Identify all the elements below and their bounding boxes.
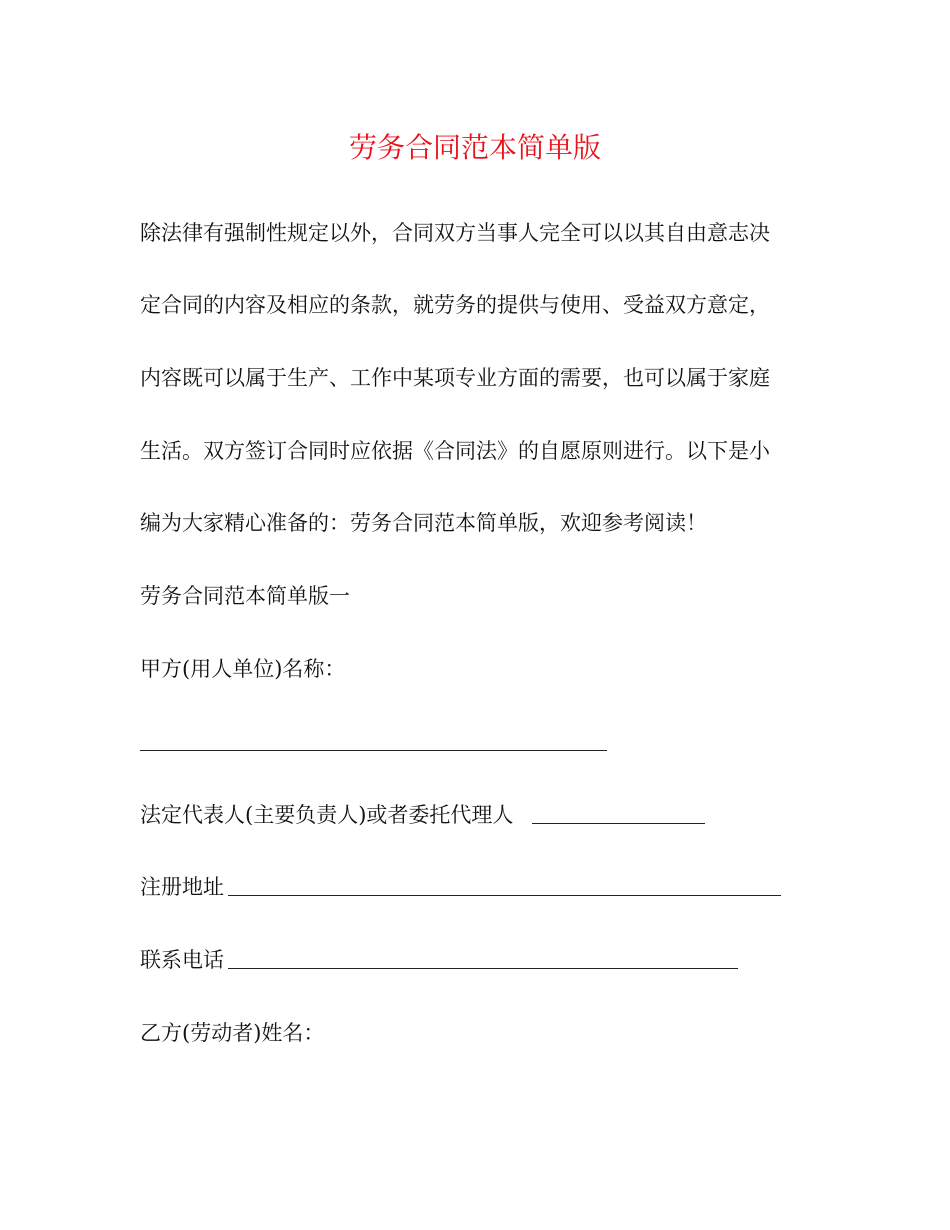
intro-line-3: 内容既可以属于生产、工作中某项专业方面的需要，也可以属于家庭	[140, 366, 770, 390]
intro-line-4: 生活。双方签订合同时应依据《合同法》的自愿原则进行。以下是小	[140, 439, 770, 463]
party-a-name-label: 甲方(用人单位)名称：	[140, 657, 346, 681]
intro-line-1: 除法律有强制性规定以外，合同双方当事人完全可以以其自由意志决	[140, 221, 770, 245]
section-heading: 劳务合同范本简单版一	[140, 584, 350, 608]
intro-line-2: 定合同的内容及相应的条款，就劳务的提供与使用、受益双方意定，	[140, 293, 770, 317]
reg-address-label: 注册地址	[140, 875, 224, 899]
legal-rep-blank	[532, 823, 705, 824]
party-a-name-blank	[140, 750, 607, 751]
document-title: 劳务合同范本简单版	[348, 131, 601, 164]
phone-label: 联系电话	[140, 948, 224, 972]
legal-rep-label: 法定代表人(主要负责人)或者委托代理人	[140, 803, 514, 827]
party-b-name-label: 乙方(劳动者)姓名：	[140, 1021, 325, 1045]
phone-blank	[228, 968, 738, 969]
reg-address-blank	[228, 895, 781, 896]
intro-line-5: 编为大家精心准备的：劳务合同范本简单版，欢迎参考阅读！	[140, 511, 707, 535]
